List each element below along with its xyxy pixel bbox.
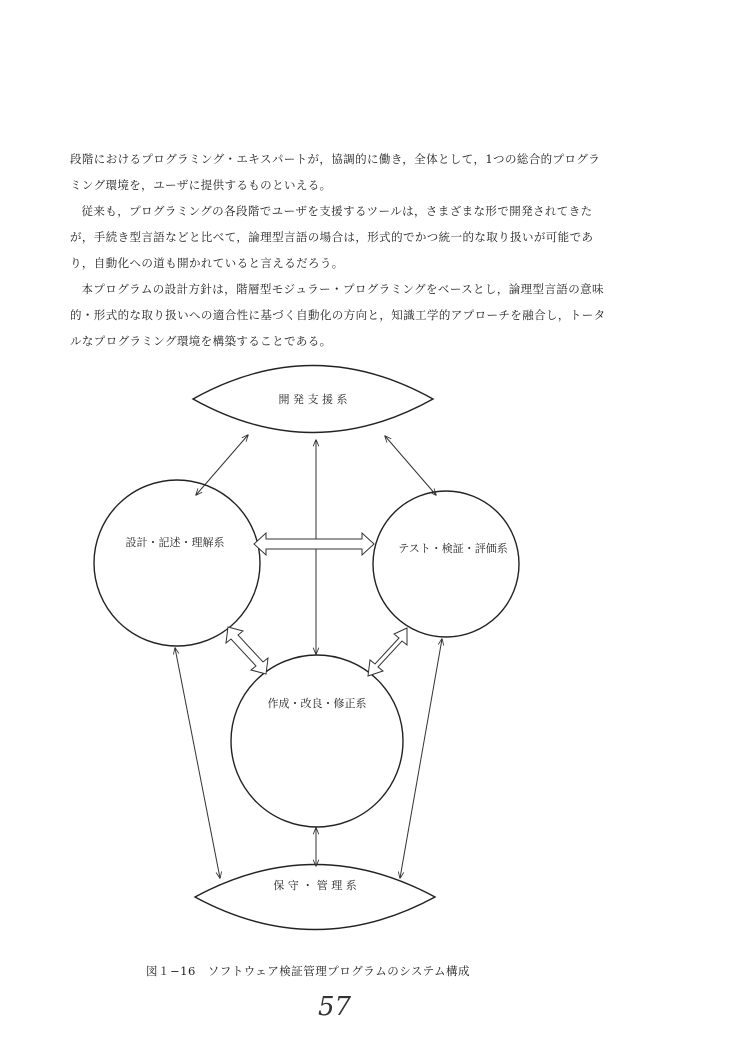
design-node bbox=[94, 480, 260, 646]
paragraph-2: 従来も，プログラミングの各段階でユーザを支援するツールは，さまざまな形で開発されてきたが，手続き型言語などと比べて，論理型言語の場合は，形式的でかつ統一的な取り扱いが可能であり，自動化への道も開かれていると言えるだろう。 bbox=[70, 204, 594, 270]
arrow-test-maintenance bbox=[400, 639, 442, 878]
arrow-design-test bbox=[254, 533, 374, 555]
test-label: テスト・検証・評価系 bbox=[398, 542, 508, 555]
creation-label: 作成・改良・修正系 bbox=[267, 697, 367, 710]
arrow-dev-test bbox=[385, 436, 436, 495]
design-label: 設計・記述・理解系 bbox=[125, 536, 225, 549]
page-number: 57 bbox=[318, 992, 352, 1022]
maintenance-label: 保 守 ・ 管 理 系 bbox=[273, 879, 357, 892]
creation-node bbox=[231, 655, 403, 827]
arrow-dev-design bbox=[196, 435, 248, 495]
test-node bbox=[373, 491, 519, 637]
paragraph-3: 本プログラムの設計方針は，階層型モジュラー・プログラミングをベースとし，論理型言語の意味的・形式的な取り扱いへの適合性に基づく自動化の方向と，知識工学的アプローチを融合し，トータルなプログラミング環境を構築することである。 bbox=[70, 282, 606, 348]
arrow-design-maintenance bbox=[175, 648, 220, 878]
paragraph-1: 段階におけるプログラミング・エキスパートが，協調的に働き，全体として，1つの総合的プログラミング環境を，ユーザに提供するものといえる。 bbox=[70, 152, 601, 192]
arrow-test-creation bbox=[368, 628, 407, 676]
figure-caption: 図１−16 ソフトウェア検証管理プログラムのシステム構成 bbox=[146, 964, 471, 978]
arrow-design-creation bbox=[226, 627, 268, 674]
maintenance-node bbox=[195, 865, 435, 930]
development-support-label: 開 発 支 援 系 bbox=[278, 393, 348, 406]
